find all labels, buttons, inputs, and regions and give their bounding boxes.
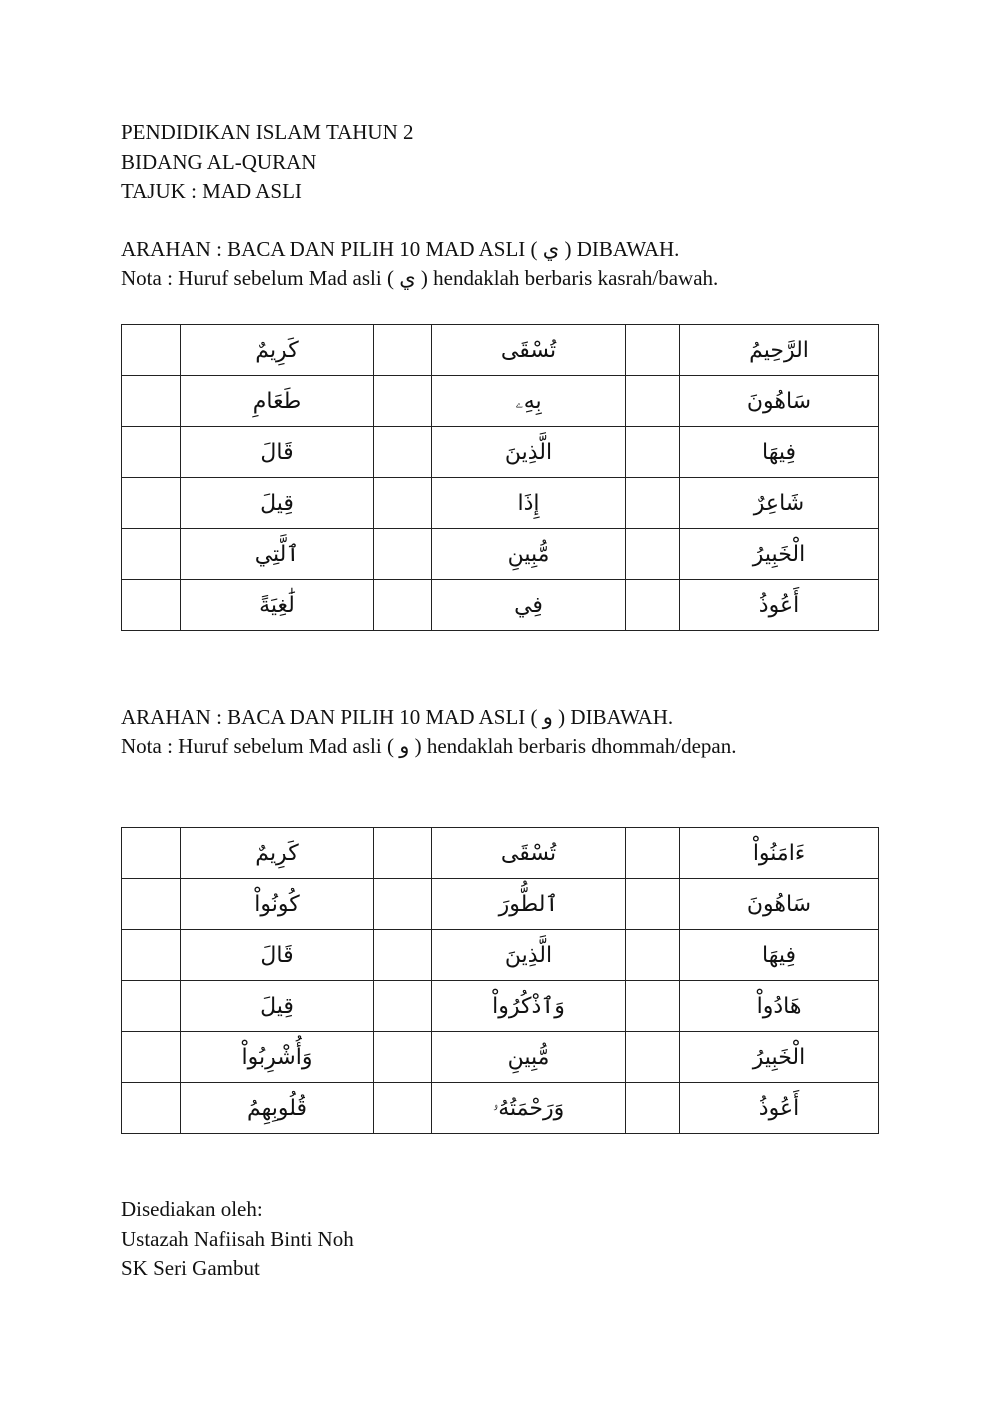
answer-checkbox[interactable] bbox=[374, 580, 432, 631]
arabic-word: قِيلَ bbox=[181, 981, 374, 1032]
table-row bbox=[122, 1083, 879, 1134]
answer-checkbox[interactable] bbox=[122, 529, 181, 580]
arabic-word: كَرِيمٌ bbox=[181, 828, 374, 879]
table-row bbox=[122, 1032, 879, 1083]
arabic-word: فِيهَا bbox=[680, 427, 879, 478]
table-row bbox=[122, 879, 879, 930]
arabic-word: وَٱذْكُرُواْ bbox=[432, 981, 626, 1032]
arabic-word: كَرِيمٌ bbox=[181, 325, 374, 376]
answer-checkbox[interactable] bbox=[122, 1083, 181, 1134]
answer-checkbox[interactable] bbox=[626, 981, 680, 1032]
answer-checkbox[interactable] bbox=[374, 1083, 432, 1134]
table-row bbox=[122, 478, 879, 529]
answer-checkbox[interactable] bbox=[122, 478, 181, 529]
answer-checkbox[interactable] bbox=[374, 879, 432, 930]
arabic-word: سَاهُونَ bbox=[680, 879, 879, 930]
answer-checkbox[interactable] bbox=[122, 325, 181, 376]
arabic-word: ٱلَّتِي bbox=[181, 529, 374, 580]
arabic-word: الرَّحِيمُ bbox=[680, 325, 879, 376]
author-name: Ustazah Nafiisah Binti Noh bbox=[121, 1227, 354, 1251]
arabic-word: مُّبِينِ bbox=[432, 529, 626, 580]
instruction-ya: ARAHAN : BACA DAN PILIH 10 MAD ASLI ( ي ) DIBAWAH. bbox=[121, 237, 680, 261]
answer-checkbox[interactable] bbox=[122, 828, 181, 879]
answer-checkbox[interactable] bbox=[626, 580, 680, 631]
subject-title: PENDIDIKAN ISLAM TAHUN 2 bbox=[121, 120, 414, 144]
answer-checkbox[interactable] bbox=[626, 478, 680, 529]
table-row bbox=[122, 981, 879, 1032]
table-row bbox=[122, 529, 879, 580]
instruction-waw: ARAHAN : BACA DAN PILIH 10 MAD ASLI ( و ) DIBAWAH. bbox=[121, 705, 674, 729]
arabic-word: فِي bbox=[432, 580, 626, 631]
arabic-word: كُونُواْ bbox=[181, 879, 374, 930]
arabic-word: الْخَبِيرُ bbox=[680, 529, 879, 580]
answer-checkbox[interactable] bbox=[626, 376, 680, 427]
answer-checkbox[interactable] bbox=[626, 1083, 680, 1134]
answer-checkbox[interactable] bbox=[626, 828, 680, 879]
arabic-word: الَّذِينَ bbox=[432, 930, 626, 981]
answer-checkbox[interactable] bbox=[374, 325, 432, 376]
arabic-word: وَرَحْمَتُهُۥ bbox=[432, 1083, 626, 1134]
answer-checkbox[interactable] bbox=[374, 1032, 432, 1083]
answer-checkbox[interactable] bbox=[626, 529, 680, 580]
arabic-word: هَادُواْ bbox=[680, 981, 879, 1032]
arabic-word: ٱلطُّورَ bbox=[432, 879, 626, 930]
arabic-word: تُسْقَى bbox=[432, 325, 626, 376]
answer-checkbox[interactable] bbox=[626, 427, 680, 478]
school-name: SK Seri Gambut bbox=[121, 1256, 260, 1280]
prepared-by-label: Disediakan oleh: bbox=[121, 1197, 263, 1221]
table-row bbox=[122, 325, 879, 376]
table-row bbox=[122, 427, 879, 478]
arabic-word: شَاعِرٌ bbox=[680, 478, 879, 529]
answer-checkbox[interactable] bbox=[122, 1032, 181, 1083]
table-row bbox=[122, 828, 879, 879]
answer-checkbox[interactable] bbox=[374, 529, 432, 580]
mad-ya-table bbox=[121, 324, 879, 631]
answer-checkbox[interactable] bbox=[374, 981, 432, 1032]
note-waw: Nota : Huruf sebelum Mad asli ( و ) hendaklah berbaris dhommah/depan. bbox=[121, 734, 737, 758]
answer-checkbox[interactable] bbox=[374, 427, 432, 478]
arabic-word: قُلُوبِهِمُ bbox=[181, 1083, 374, 1134]
answer-checkbox[interactable] bbox=[626, 1032, 680, 1083]
arabic-word: طَعَامِ bbox=[181, 376, 374, 427]
note-ya: Nota : Huruf sebelum Mad asli ( ي ) hendaklah berbaris kasrah/bawah. bbox=[121, 266, 719, 290]
answer-checkbox[interactable] bbox=[626, 930, 680, 981]
answer-checkbox[interactable] bbox=[626, 325, 680, 376]
arabic-word: وَأُشْرِبُواْ bbox=[181, 1032, 374, 1083]
answer-checkbox[interactable] bbox=[374, 478, 432, 529]
answer-checkbox[interactable] bbox=[122, 376, 181, 427]
table-row bbox=[122, 930, 879, 981]
arabic-word: أَعُوذُ bbox=[680, 1083, 879, 1134]
arabic-word: لَٰغِيَةً bbox=[181, 580, 374, 631]
arabic-word: قَالَ bbox=[181, 427, 374, 478]
arabic-word: تُسْقَى bbox=[432, 828, 626, 879]
arabic-word: مُّبِينِ bbox=[432, 1032, 626, 1083]
field-title: BIDANG AL-QURAN bbox=[121, 150, 317, 174]
arabic-word: سَاهُونَ bbox=[680, 376, 879, 427]
answer-checkbox[interactable] bbox=[374, 376, 432, 427]
answer-checkbox[interactable] bbox=[122, 427, 181, 478]
arabic-word: قِيلَ bbox=[181, 478, 374, 529]
arabic-word: الَّذِينَ bbox=[432, 427, 626, 478]
answer-checkbox[interactable] bbox=[122, 580, 181, 631]
arabic-word: قَالَ bbox=[181, 930, 374, 981]
topic-title: TAJUK : MAD ASLI bbox=[121, 179, 302, 203]
table-row bbox=[122, 376, 879, 427]
arabic-word: الْخَبِيرُ bbox=[680, 1032, 879, 1083]
answer-checkbox[interactable] bbox=[626, 879, 680, 930]
table-row bbox=[122, 580, 879, 631]
arabic-word: بِهِۦ bbox=[432, 376, 626, 427]
arabic-word: فِيهَا bbox=[680, 930, 879, 981]
arabic-word: ءَامَنُواْ bbox=[680, 828, 879, 879]
mad-waw-table bbox=[121, 827, 879, 1134]
answer-checkbox[interactable] bbox=[374, 930, 432, 981]
answer-checkbox[interactable] bbox=[374, 828, 432, 879]
answer-checkbox[interactable] bbox=[122, 879, 181, 930]
arabic-word: أَعُوذُ bbox=[680, 580, 879, 631]
arabic-word: إِذَا bbox=[432, 478, 626, 529]
answer-checkbox[interactable] bbox=[122, 930, 181, 981]
answer-checkbox[interactable] bbox=[122, 981, 181, 1032]
